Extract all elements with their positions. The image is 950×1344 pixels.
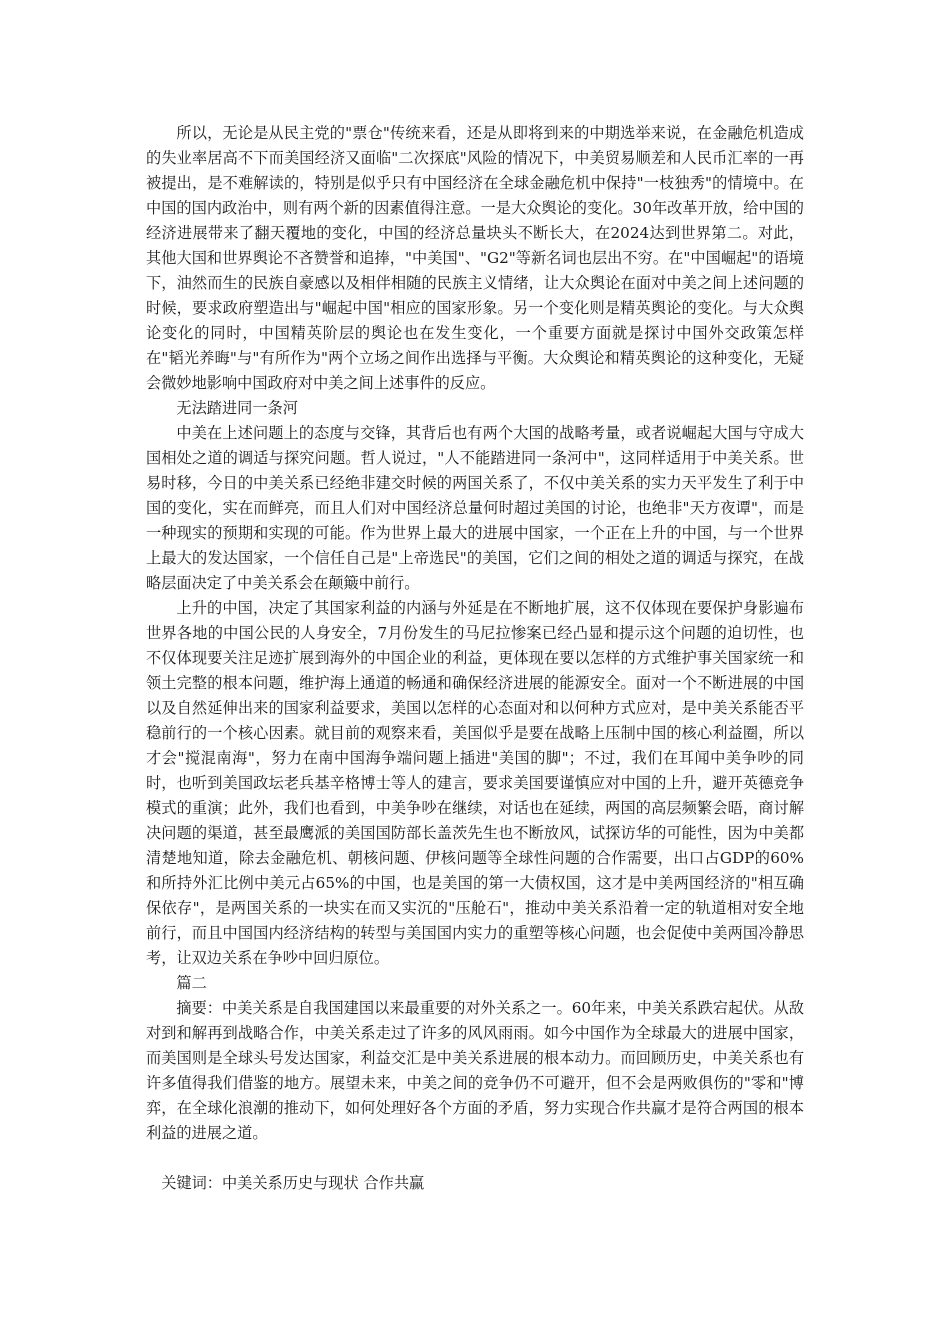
paragraph-domestic-politics: 所以，无论是从民主党的"票仓"传统来看，还是从即将到来的中期选举来说，在金融危机造成的失业率居高不下而美国经济又面临"二次探底"风险的情况下，中美贸易顺差和人民币汇率的一再被提出，是不难解读的，特别是似乎只有中国经济在全球金融危机中保持"一枝独秀"的情境中。在中国的国内政治中，则有两个新的因素值得注意。一是大众舆论的变化。30年改革开放，给中国的经济进展带来了翻天覆地的变化，中国的经济总量块头不断长大，在2024达到世界第二。对此，其他大国和世界舆论不吝赞誉和追捧，"中美国"、"G2"等新名词也层出不穷。在"中国崛起"的语境下，油然而生的民族自豪感以及相伴相随的民族主义情绪，让大众舆论在面对中美之间上述问题的时候，要求政府塑造出与"崛起中国"相应的国家形象。另一个变化则是精英舆论的变化。与大众舆论变化的同时，中国精英阶层的舆论也在发生变化，一个重要方面就是探讨中国外交政策怎样在"韬光养晦"与"有所作为"两个立场之间作出选择与平衡。大众舆论和精英舆论的这种变化，无疑会微妙地影响中国政府对中美之间上述事件的反应。 (146, 124, 804, 392)
section-heading-part-two: 篇二 (176, 974, 207, 992)
paragraph-rising-china: 上升的中国，决定了其国家利益的内涵与外延是在不断地扩展，这不仅体现在要保护身影遍布世界各地的中国公民的人身安全，7月份发生的马尼拉惨案已经凸显和提示这个问题的迫切性，也不仅体现要关注足迹扩展到海外的中国企业的利益，更体现在要以怎样的方式维护事关国家统一和领土完整的根本问题，维护海上通道的畅通和确保经济进展的能源安全。面对一个不断进展的中国以及自然延伸出来的国家利益要求，美国以怎样的心态面对和以何种方式应对，是中美关系能否平稳前行的一个核心因素。就目前的观察来看，美国似乎是要在战略上压制中国的核心利益圈，所以才会"搅混南海"，努力在南中国海争端问题上插进"美国的脚"；不过，我们在耳闻中美争吵的同时，也听到美国政坛老兵基辛格博士等人的建言，要求美国要谨慎应对中国的上升，避开英德竞争模式的重演；此外，我们也看到，中美争吵在继续，对话也在延续，两国的高层频繁会晤，商讨解决问题的渠道，甚至最鹰派的美国国防部长盖茨先生也不断放风，试探访华的可能性，因为中美都清楚地知道，除去金融危机、朝核问题、伊核问题等全球性问题的合作需要，出口占GDP的60%和所持外汇比例中美元占65%的中国，也是美国的第一大债权国，这才是中美两国经济的"相互确保依存"，是两国关系的一块实在而又实沉的"压舱石"，推动中美关系沿着一定的轨道相对安全地前行，而且中国国内经济结构的转型与美国国内实力的重塑等核心问题，也会促使中美两国冷静思考，让双边关系在争吵中回归原位。 (146, 599, 804, 967)
keywords-line: 关键词：中美关系历史与现状 合作共赢 (161, 1174, 425, 1192)
blank-line (146, 1146, 804, 1171)
paragraph-abstract: 摘要：中美关系是自我国建国以来最重要的对外关系之一。60年来，中美关系跌宕起伏。从敌对到和解再到战略合作，中美关系走过了许多的风风雨雨。如今中国作为全球最大的进展中国家，而美国则是全球头号发达国家，利益交汇是中美关系进展的根本动力。而回顾历史，中美关系也有许多值得我们借鉴的地方。展望未来，中美之间的竞争仍不可避开，但不会是两败俱伤的"零和"博弈，在全球化浪潮的推动下，如何处理好各个方面的矛盾，努力实现合作共赢才是符合两国的根本利益的进展之道。 (146, 999, 804, 1142)
paragraph-strategic-considerations: 中美在上述问题上的态度与交锋，其背后也有两个大国的战略考量，或者说崛起大国与守成大国相处之道的调适与探究问题。哲人说过，"人不能踏进同一条河中"，这同样适用于中美关系。世易时移，今日的中美关系已经绝非建交时候的两国关系了，不仅中美关系的实力天平发生了利于中国的变化，实在而鲜亮，而且人们对中国经济总量何时超过美国的讨论，也绝非"天方夜谭"，而是一种现实的预期和实现的可能。作为世界上最大的进展中国家，一个正在上升的中国，与一个世界上最大的发达国家，一个信任自己是"上帝选民"的美国，它们之间的相处之道的调适与探究，在战略层面决定了中美关系会在颠簸中前行。 (146, 424, 804, 592)
document-body (146, 121, 804, 1196)
section-heading-river: 无法踏进同一条河 (176, 399, 298, 417)
